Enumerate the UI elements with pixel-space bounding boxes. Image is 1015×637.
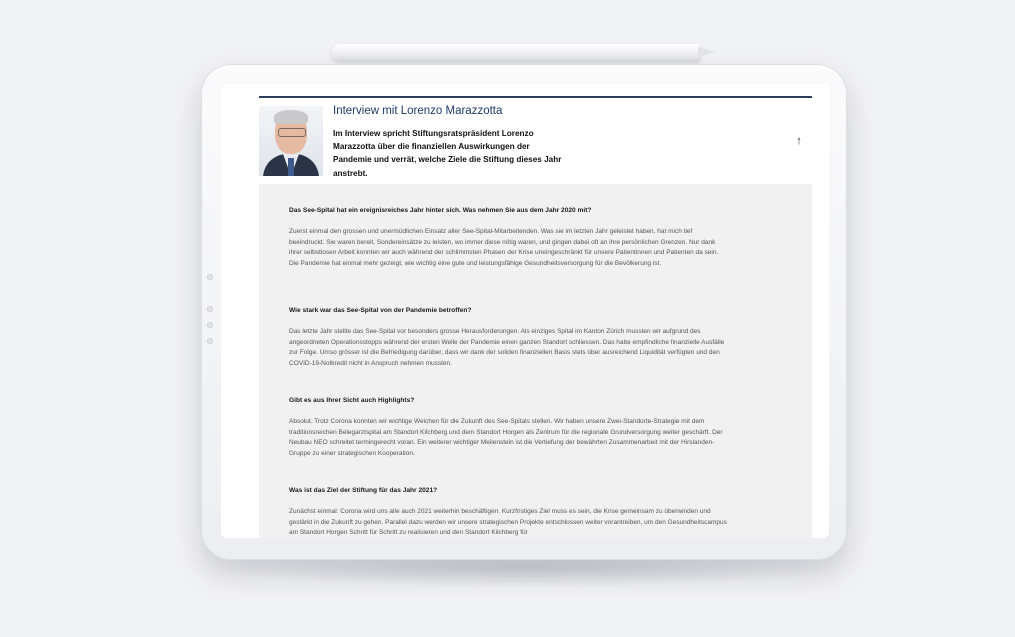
header-divider	[259, 96, 812, 98]
article-title: Interview mit Lorenzo Marazzotta	[333, 105, 503, 117]
interview-answer: Absolut. Trotz Corona konnten wir wichtige Weichen für die Zukunft des See-Spitals stellen. Wir haben unsere Zwei-Standorte-Strategie mit dem traditionsreichen Belegarztspital am Standort Kilchberg und dem Standort Horgen als Zentrum für die regionale Grundversorgung weiter geschärft. Der Neubau NEO schreitet termingerecht voran. Ein weiterer wichtiger Meilenstein ist die Vertiefung der bewährten Zusammenarbeit mit der Hirslanden-Gruppe zu einer strategischen Kooperation.	[289, 418, 723, 457]
arrow-up-icon[interactable]: ↑	[796, 135, 802, 147]
qa-block	[289, 206, 729, 269]
bezel-button	[207, 338, 213, 344]
bezel-button	[207, 322, 213, 328]
interview-question: Gibt es aus Ihrer Sicht auch Highlights?	[289, 397, 415, 404]
interview-answer: Das letzte Jahr stellte das See-Spital vor besonders grosse Herausforderungen. Als einziges Spital im Kanton Zürich mussten wir aufgrund des angeordneten Operationsstopps während der ersten Welle der Pandemie einen ganzen Standort schliessen. Das hatte empfindliche finanzielle Ausfälle zur Folge. Umso grösser ist die Befriedigung darüber, dass wir dank der soliden finanziellen Basis stets über ausreichend Liquidität verfügten und den COVID-19-Notkredit nicht in Anspruch nehmen mussten.	[289, 328, 725, 367]
qa-block	[289, 306, 729, 369]
qa-block	[289, 486, 729, 538]
interview-question: Wie stark war das See-Spital von der Pandemie betroffen?	[289, 307, 472, 314]
interview-answer: Zunächst einmal: Corona wird uns alle auch 2021 weiterhin beschäftigen. Kurzfristiges Ziel muss es sein, die Krise gemeinsam zu überwinden und gestärkt in die Zukunft zu gehen. Parallel dazu werden wir unsere strategischen Projekte entschlossen weiter vorantreiben, um den Gesundheitscampus am Standort Horgen Schritt für Schritt zu realisieren und den Standort Kilchberg für	[289, 508, 727, 536]
bezel-button	[207, 274, 213, 280]
interview-answer: Zuerst einmal den grossen und unermüdlichen Einsatz aller See-Spital-Mitarbeitenden. Was sie im letzten Jahr geleistet haben, hat mich tief beeindruckt. Sie waren bereit, Sondereinsätze zu leisten, wo immer diese nötig waren, und gingen dabei oft an ihre persönlichen Grenzen. Nur dank ihrer selbstlosen Arbeit konnten wir auch während der schlimmsten Phasen der Krise uneingeschränkt für unsere Patientinnen und Patienten da sein. Die Pandemie hat einmal mehr gezeigt, wie wichtig eine gute und leistungsfähige Gesundheitsversorgung für die Bevölkerung ist.	[289, 228, 719, 267]
article-lead: Im Interview spricht Stiftungsratspräsident Lorenzo Marazzotta über die finanziellen Auswirkungen der Pandemie und verrät, welche Ziele die Stiftung dieses Jahr anstrebt.	[333, 129, 562, 178]
interview-question: Das See-Spital hat ein ereignisreiches Jahr hinter sich. Was nehmen Sie aus dem Jahr 2020 mit?	[289, 207, 592, 214]
stylus-tip	[698, 47, 716, 57]
interview-content	[259, 184, 812, 538]
stylus-pencil	[332, 44, 700, 61]
interview-question: Was ist das Ziel der Stiftung für das Jahr 2021?	[289, 487, 438, 494]
bezel-button	[207, 306, 213, 312]
author-portrait	[259, 106, 323, 176]
tablet-screen	[221, 84, 829, 538]
qa-block	[289, 396, 729, 459]
tablet-device	[201, 64, 847, 560]
